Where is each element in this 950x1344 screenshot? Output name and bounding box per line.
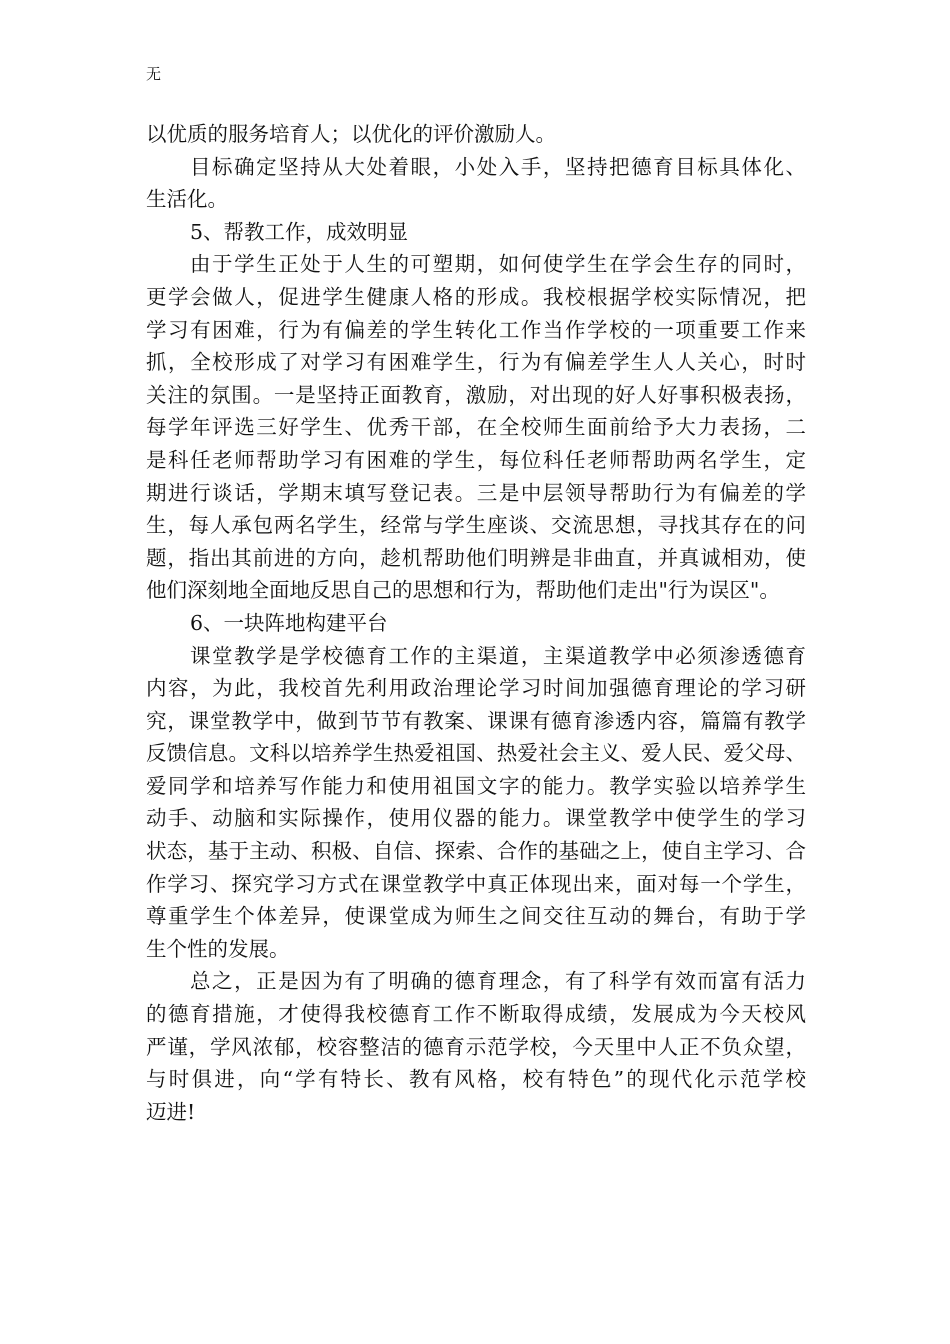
text-line: 以优质的服务培育人；以优化的评价激励人。 bbox=[146, 122, 556, 146]
text-line: 尊重学生个体差异，使课堂成为师生之间交往互动的舞台，有助于学 bbox=[146, 904, 806, 929]
text-line: 作学习、探究学习方式在课堂教学中真正体现出来，面对每一个学生， bbox=[146, 871, 806, 896]
text-line: 由于学生正处于人生的可塑期，如何使学生在学会生存的同时， bbox=[190, 252, 806, 277]
text-line: 状态，基于主动、积极、自信、探索、合作的基础之上，使自主学习、合 bbox=[146, 839, 806, 864]
text-line: 的德育措施，才使得我校德育工作不断取得成绩，发展成为今天校风 bbox=[146, 1002, 806, 1027]
text-line: 爱同学和培养写作能力和使用祖国文字的能力。教学实验以培养学生 bbox=[146, 773, 806, 798]
text-line: 反馈信息。文科以培养学生热爱祖国、热爱社会主义、爱人民、爱父母、 bbox=[146, 741, 806, 766]
text-line: 究，课堂教学中，做到节节有教案、课课有德育渗透内容，篇篇有教学 bbox=[146, 708, 806, 733]
text-line: 抓，全校形成了对学习有困难学生，行为有偏差学生人人关心，时时 bbox=[146, 350, 806, 375]
text-line: 更学会做人，促进学生健康人格的形成。我校根据学校实际情况，把 bbox=[146, 284, 806, 309]
text-line: 内容，为此，我校首先利用政治理论学习时间加强德育理论的学习研 bbox=[146, 676, 806, 701]
text-line: 生，每人承包两名学生，经常与学生座谈、交流思想，寻找其存在的问 bbox=[146, 513, 806, 538]
text-line: 生活化。 bbox=[146, 187, 228, 212]
text-line: 关注的氛围。一是坚持正面教育，激励，对出现的好人好事积极表扬， bbox=[146, 382, 806, 407]
text-line: 目标确定坚持从大处着眼，小处入手，坚持把德育目标具体化、 bbox=[190, 154, 806, 179]
text-line: 总之，正是因为有了明确的德育理念，有了科学有效而富有活力 bbox=[190, 969, 806, 994]
text-line: 6、一块阵地构建平台 bbox=[190, 610, 388, 635]
document-body bbox=[146, 118, 806, 1128]
text-line: 严谨，学风浓郁，校容整洁的德育示范学校，今天里中人正不负众望， bbox=[146, 1034, 806, 1059]
text-line: 与时俱进，向“学有特长、教有风格，校有特色”的现代化示范学校 bbox=[146, 1067, 806, 1092]
text-line: 迈进! bbox=[146, 1099, 196, 1124]
text-line: 期进行谈话，学期末填写登记表。三是中层领导帮助行为有偏差的学 bbox=[146, 480, 806, 505]
text-line: 课堂教学是学校德育工作的主渠道，主渠道教学中必须渗透德育 bbox=[190, 643, 806, 668]
text-line: 动手、动脑和实际操作，使用仪器的能力。课堂教学中使学生的学习 bbox=[146, 806, 806, 831]
text-line: 生个性的发展。 bbox=[146, 936, 290, 961]
text-line: 他们深刻地全面地反思自己的思想和行为，帮助他们走出"行为误区"。 bbox=[146, 578, 780, 603]
text-line: 每学年评选三好学生、优秀干部，在全校师生面前给予大力表扬，二 bbox=[146, 415, 806, 440]
text-line: 题，指出其前进的方向，趁机帮助他们明辨是非曲直，并真诚相劝，使 bbox=[146, 545, 806, 570]
text-line: 是科任老师帮助学习有困难的学生，每位科任老师帮助两名学生，定 bbox=[146, 447, 806, 472]
text-line: 5、帮教工作，成效明显 bbox=[190, 219, 409, 244]
page-header-label: 无 bbox=[146, 65, 162, 83]
text-line: 学习有困难，行为有偏差的学生转化工作当作学校的一项重要工作来 bbox=[146, 317, 806, 342]
